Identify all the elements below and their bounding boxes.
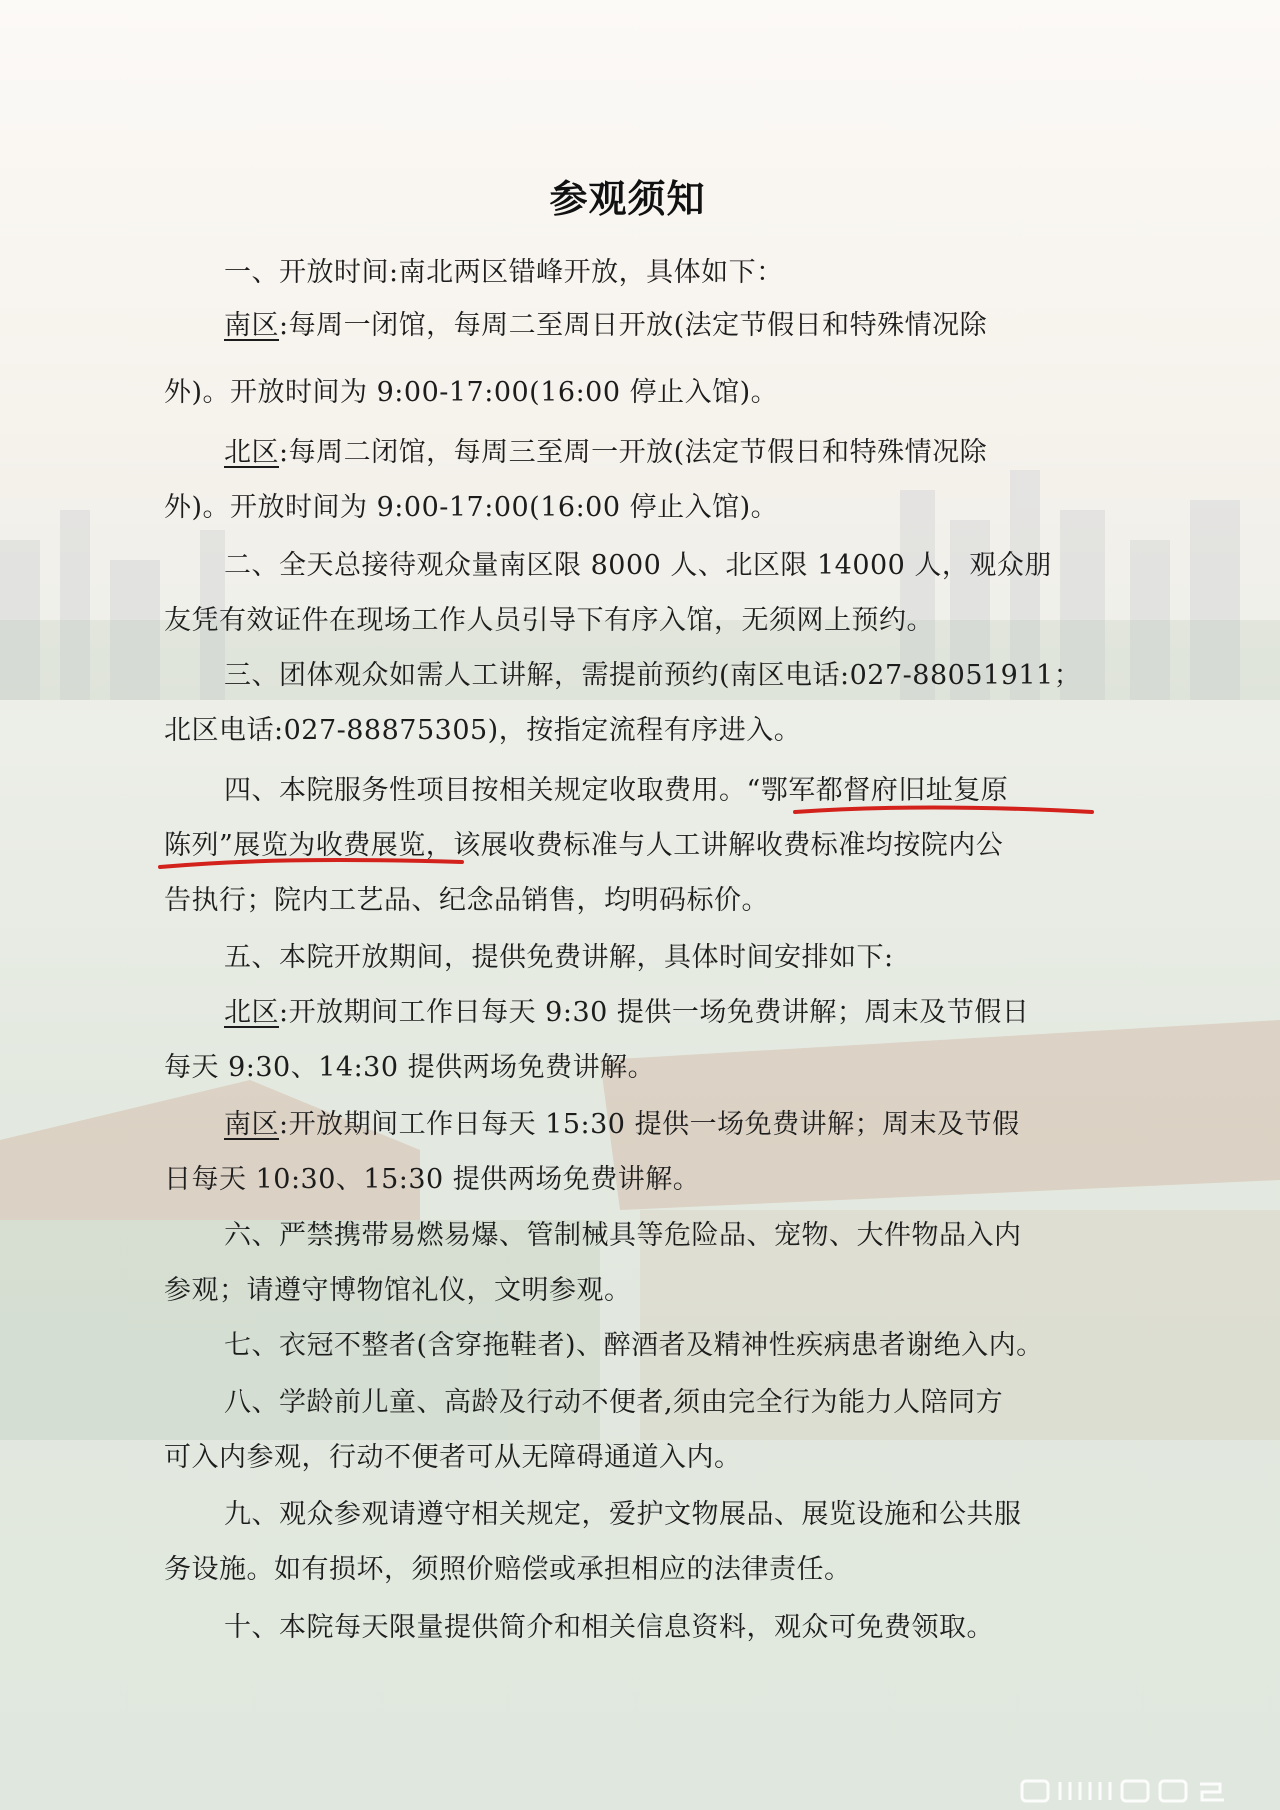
text-line: 每天 9:30、14:30 提供两场免费讲解。 <box>164 1052 656 1083</box>
text-line: 可入内参观，行动不便者可从无障碍通道入内。 <box>164 1442 742 1473</box>
text-line: 外)。开放时间为 9:00-17:00(16:00 停止入馆)。 <box>164 492 779 523</box>
text-line: 七、衣冠不整者(含穿拖鞋者)、醉酒者及精神性疾病患者谢绝入内。 <box>224 1330 1044 1361</box>
section-accompaniment <box>164 1375 1104 1485</box>
page-title: 参观须知 <box>549 177 706 221</box>
north-area-label: 北区 <box>224 997 279 1028</box>
text-line: 外)。开放时间为 9:00-17:00(16:00 停止入馆)。 <box>164 377 779 408</box>
watermark-mark <box>1020 1778 1250 1804</box>
section-group-guide <box>164 648 1104 758</box>
section-rules <box>164 1487 1104 1597</box>
section-prohibited-items <box>164 1208 1104 1318</box>
south-area-label: 南区 <box>224 310 279 341</box>
text-line: 陈列”展览为收费展览，该展收费标准与人工讲解收费标准均按院内公 <box>164 830 1004 861</box>
text-line: 十、本院每天限量提供简介和相关信息资料，观众可免费领取。 <box>224 1612 994 1643</box>
section-free-tours <box>164 930 1104 985</box>
section-brochures <box>164 1600 1104 1655</box>
text-line: 九、观众参观请遵守相关规定，爱护文物展品、展览设施和公共服 <box>224 1499 1022 1530</box>
text-line: 八、学龄前儿童、高龄及行动不便者,须由完全行为能力人陪同方 <box>224 1387 1004 1418</box>
text-line: 北区电话:027-88875305)，按指定流程有序进入。 <box>164 715 802 746</box>
section-north-tours <box>164 985 1104 1095</box>
north-area-label: 北区 <box>224 437 279 468</box>
text-line: 参观；请遵守博物馆礼仪，文明参观。 <box>164 1275 632 1306</box>
text-line: 日每天 10:30、15:30 提供两场免费讲解。 <box>164 1164 701 1195</box>
text-line: :每周二闭馆，每周三至周一开放(法定节假日和特殊情况除 <box>279 437 988 468</box>
text-line: :开放期间工作日每天 9:30 提供一场免费讲解；周末及节假日 <box>279 997 1030 1028</box>
text-line: 五、本院开放期间，提供免费讲解，具体时间安排如下: <box>224 942 894 973</box>
text-line: 务设施。如有损坏，须照价赔偿或承担相应的法律责任。 <box>164 1554 852 1585</box>
section-visitor-capacity <box>164 538 1104 648</box>
section-opening-hours <box>164 245 1104 300</box>
text-line: :开放期间工作日每天 15:30 提供一场免费讲解；周末及节假 <box>279 1109 1020 1140</box>
section-south-tours <box>164 1097 1104 1207</box>
text-line: 六、严禁携带易燃易爆、管制械具等危险品、宠物、大件物品入内 <box>224 1220 1022 1251</box>
text-line: 友凭有效证件在现场工作人员引导下有序入馆，无须网上预约。 <box>164 605 934 636</box>
section-dress-code <box>164 1318 1104 1373</box>
section-north-hours <box>164 425 1104 535</box>
south-area-label: 南区 <box>224 1109 279 1140</box>
text-line: 四、本院服务性项目按相关规定收取费用。“鄂军都督府旧址复原 <box>224 775 1009 806</box>
section-fees <box>164 763 1104 928</box>
text-line: 告执行；院内工艺品、纪念品销售，均明码标价。 <box>164 885 769 916</box>
text-line: 三、团体观众如需人工讲解，需提前预约(南区电话:027-88051911； <box>224 660 1082 691</box>
text-line: 二、全天总接待观众量南区限 8000 人、北区限 14000 人，观众朋 <box>224 550 1052 581</box>
text-line: :每周一闭馆，每周二至周日开放(法定节假日和特殊情况除 <box>279 310 988 341</box>
text-line: 一、开放时间:南北两区错峰开放，具体如下： <box>224 257 784 288</box>
section-south-hours <box>164 298 1104 420</box>
